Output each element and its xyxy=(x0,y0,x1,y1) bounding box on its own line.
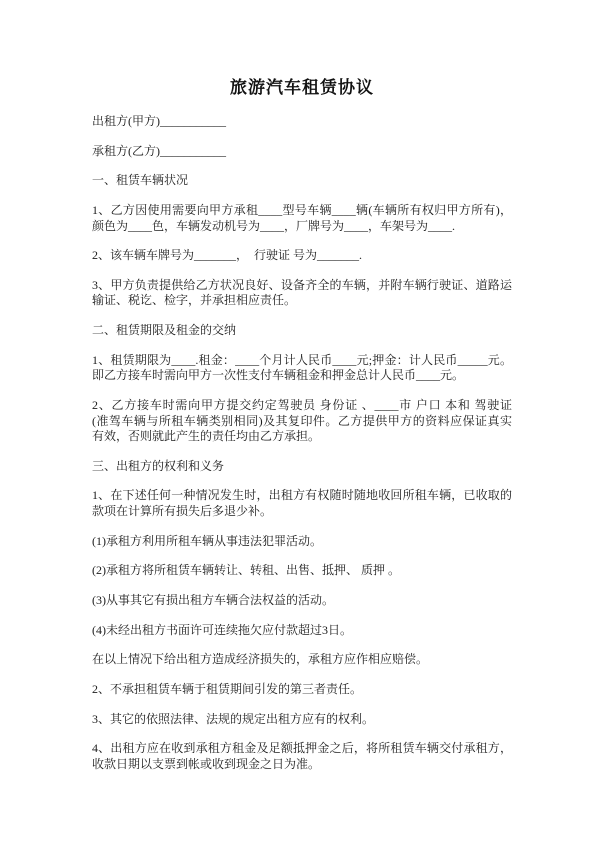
clause-subitem xyxy=(92,623,512,639)
text-line: (准驾车辆与所租车辆类别相同)及其复印件。乙方提供甲方的资料应保证真实 xyxy=(92,413,512,428)
party-lessee xyxy=(92,144,512,160)
clause-paragraph xyxy=(92,741,512,772)
text-line: 3、其它的依照法律、法规的规定出租方应有的权利。 xyxy=(92,711,375,726)
text-line: 2、该车辆车牌号为_______， 行驶证 号为_______. xyxy=(92,248,363,263)
clause-paragraph xyxy=(92,353,512,384)
text-line: (1)承租方利用所租车辆从事违法犯罪活动。 xyxy=(92,533,322,548)
document-body xyxy=(92,77,512,787)
party-lessor-line: 出租方(甲方)___________ xyxy=(92,114,226,128)
section-heading-text: 三、出租方的权利和义务 xyxy=(92,458,225,473)
text-line: 2、不承担租赁车辆于租赁期间引发的第三者责任。 xyxy=(92,682,363,696)
party-lessee-line: 承租方(乙方)___________ xyxy=(92,143,226,158)
party-lessor xyxy=(92,114,512,130)
text-line: (3)从事其它有损出租方车辆合法权益的活动。 xyxy=(92,592,334,607)
clause-paragraph xyxy=(92,652,512,668)
clause-paragraph xyxy=(92,488,512,519)
text-line: 在以上情况下给出租方造成经济损失的，承租方应作相应赔偿。 xyxy=(92,652,429,667)
clause-paragraph xyxy=(92,712,512,728)
section-heading xyxy=(92,173,512,189)
text-line: 款项在计算所有损失后多退少补。 xyxy=(92,503,273,518)
clause-subitem xyxy=(92,593,512,609)
text-line: 4、出租方应在收到承租方租金及足额抵押金之后，将所租赁车辆交付承租方， xyxy=(92,741,512,756)
clause-paragraph xyxy=(92,248,512,264)
clause-subitem xyxy=(92,563,512,579)
clause-subitem xyxy=(92,534,512,550)
text-line: 即乙方接车时需向甲方一次性支付车辆租金和押金总计人民币____元。 xyxy=(92,368,465,383)
section-heading xyxy=(92,459,512,475)
clause-paragraph xyxy=(92,682,512,698)
clause-paragraph xyxy=(92,398,512,445)
text-line: 输证、税讫、检字，并承担相应责任。 xyxy=(92,293,297,308)
document-title: 旅游汽车租赁协议 xyxy=(230,78,374,97)
text-line: 1、在下述任何一种情况发生时，出租方有权随时随地收回所租车辆，已收取的 xyxy=(92,488,512,503)
section-heading-text: 二、租赁期限及租金的交纳 xyxy=(92,323,237,338)
text-line: 收款日期以支票到帐或收到现金之日为准。 xyxy=(92,756,321,771)
text-line: 颜色为____色，车辆发动机号为____，厂牌号为____，车架号为____. xyxy=(92,218,456,233)
text-line: (4)未经出租方书面许可连续拖欠应付款超过3日。 xyxy=(92,622,352,637)
clause-paragraph xyxy=(92,203,512,234)
section-heading-text: 一、租赁车辆状况 xyxy=(92,173,189,188)
section-heading xyxy=(92,323,512,339)
text-line: 1、租赁期限为____.租金：____个月计人民币____元;押金：计人民币_____元。 xyxy=(92,352,512,367)
text-line: 2、乙方接车时需向甲方提交约定驾驶员 身份证 、____市 户口 本和 驾驶证 xyxy=(92,398,512,412)
text-line: (2)承租方将所租赁车辆转让、转租、出售、抵押、 质押 。 xyxy=(92,563,400,578)
text-line: 1、乙方因使用需要向甲方承租____型号车辆____辆(车辆所有权归甲方所有)， xyxy=(92,203,512,218)
clause-paragraph xyxy=(92,278,512,309)
text-line: 3、甲方负责提供给乙方状况良好、设备齐全的车辆，并附车辆行驶证、道路运 xyxy=(92,277,512,292)
text-line: 有效，否则就此产生的责任均由乙方承担。 xyxy=(92,429,321,443)
